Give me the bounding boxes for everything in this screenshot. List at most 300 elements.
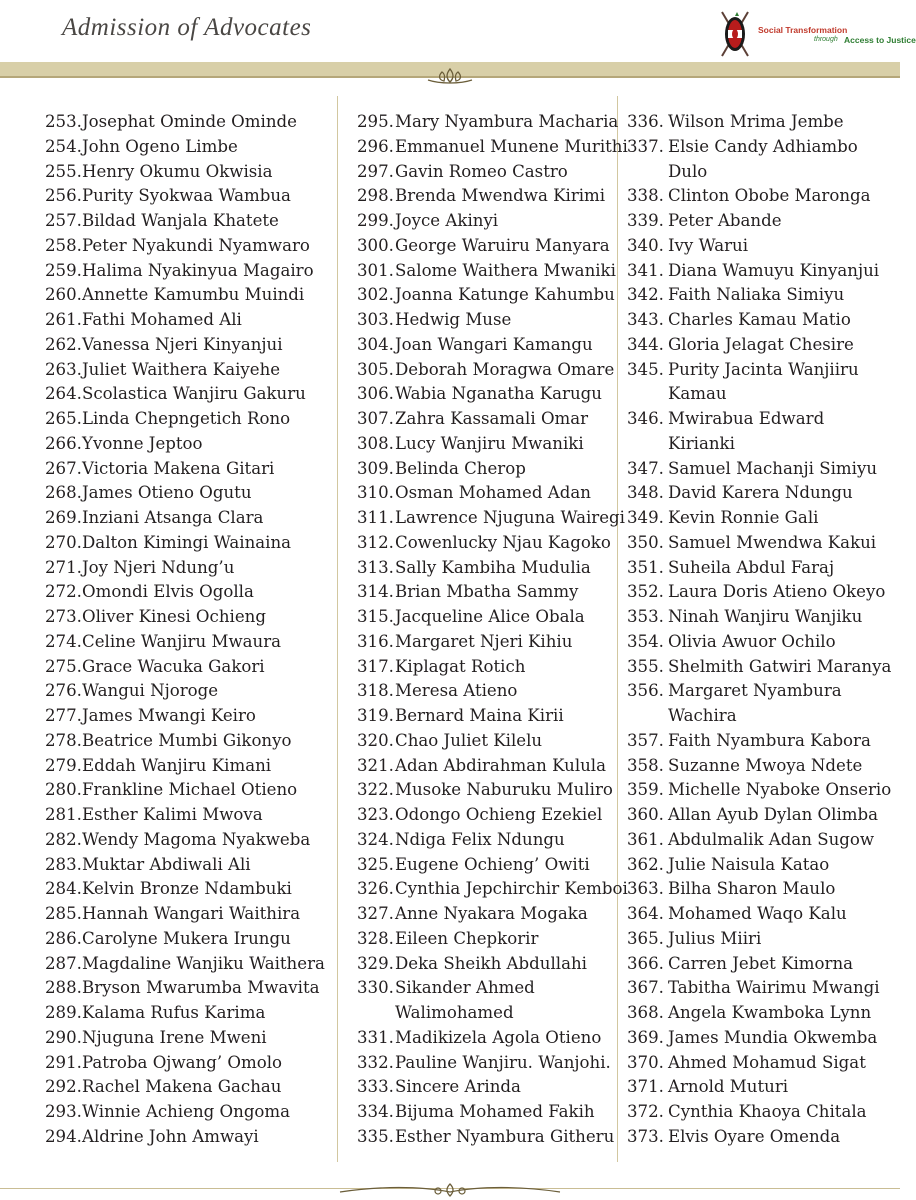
advocate-name: Charles Kamau Matio [668,310,851,329]
advocate-entry [627,1125,891,1150]
advocate-name: Margaret Nyambura [668,681,842,701]
advocate-name: Joanna Katunge Kahumbu [395,285,615,305]
entry-number: 316. [357,631,394,651]
entry-number: 333. [357,1077,394,1097]
advocate-name: Esther Nyambura Githeru [395,1126,615,1146]
entry-number: 300. [357,235,394,255]
advocate-entry [45,457,325,482]
entry-number: 282. [45,829,82,849]
advocate-name: Pauline Wanjiru. Wanjohi. [395,1052,611,1072]
advocate-name: Suzanne Mwoya Ndete [668,755,863,775]
entry-number: 276. [45,681,82,701]
entry-number: 368. [627,1003,664,1022]
advocate-name: George Waruiru Manyara [395,235,610,255]
shield-spears-icon [716,8,756,60]
entry-number: 265. [45,409,82,428]
entry-number: 274. [45,631,82,651]
advocate-entry [45,976,325,1001]
advocate-entry [45,754,325,779]
entry-number: 322. [357,780,394,800]
advocate-name: Eddah Wanjiru Kimani [82,755,272,775]
advocate-entry [357,828,628,853]
advocate-entry [45,1075,325,1100]
advocate-name: Gloria Jelagat Chesire [668,334,854,354]
advocate-name-continued: Wachira [668,706,737,725]
entry-number: 272. [45,582,82,602]
entry-number: 268. [45,483,82,503]
entry-number: 357. [627,730,664,750]
advocate-entry [627,976,891,1001]
advocate-name-continued: Walimohamed [395,1003,514,1022]
advocate-name: Carolyne Mukera Irungu [82,928,291,948]
advocate-name: Ahmed Mohamud Sigat [668,1052,866,1072]
advocate-entry [357,234,628,259]
advocate-entry [627,877,891,902]
advocate-name: Brenda Mwendwa Kirimi [395,186,606,206]
advocate-name: Muktar Abdiwali Ali [82,854,251,874]
entry-number: 288. [45,978,82,998]
entry-number: 346. [627,409,664,428]
advocate-name: James Mundia Okwemba [668,1027,878,1047]
advocate-entry [357,655,628,680]
advocate-name: Vanessa Njeri Kinyanjui [82,334,283,354]
advocate-entry [45,803,325,828]
entry-number: 279. [45,755,82,775]
advocates-column-1 [45,110,325,1150]
advocate-entry [357,358,628,383]
entry-number: 334. [357,1102,394,1121]
advocate-name: Bildad Wanjala Khatete [82,211,279,230]
advocate-name: Inziani Atsanga Clara [82,508,264,527]
advocate-entry [357,407,628,432]
advocate-name: Sikander Ahmed [395,978,535,998]
advocate-entry [357,160,628,185]
entry-number: 293. [45,1102,82,1121]
advocate-name: Omondi Elvis Ogolla [82,582,254,602]
entry-number: 336. [627,112,664,131]
advocate-entry [627,358,891,408]
advocate-entry [627,1051,891,1076]
advocate-entry [45,1026,325,1051]
entry-number: 372. [627,1102,664,1121]
advocate-entry [45,382,325,407]
entry-number: 352. [627,582,664,602]
advocate-name: Cowenlucky Njau Kagoko [395,532,611,552]
advocate-entry [357,1125,628,1150]
advocate-name: Wendy Magoma Nyakweba [82,829,311,849]
advocate-name: Bernard Maina Kirii [395,706,564,725]
advocate-name: Rachel Makena Gachau [82,1077,282,1097]
entry-number: 344. [627,334,664,354]
advocate-entry [357,1100,628,1125]
entry-number: 307. [357,409,394,428]
advocate-entry [357,457,628,482]
advocate-name: Clinton Obobe Maronga [668,186,871,206]
entry-number: 256. [45,186,82,206]
advocates-column-3 [627,110,891,1150]
entry-number: 319. [357,706,394,725]
advocate-name: Lawrence Njuguna Wairegi [395,508,625,527]
advocate-name: Linda Chepngetich Rono [82,409,291,428]
advocate-name: Allan Ayub Dylan Olimba [668,805,879,824]
advocate-entry [627,184,891,209]
advocate-name: Esther Kalimi Mwova [82,805,263,824]
advocate-name: Kevin Ronnie Gali [668,508,819,527]
advocate-name: Yvonne Jeptoo [82,433,203,453]
column-divider [337,96,338,1162]
advocate-entry [627,1100,891,1125]
advocate-name: Dalton Kimingi Wainaina [82,532,292,552]
advocate-name: Abdulmalik Adan Sugow [668,829,875,849]
advocate-entry [45,877,325,902]
page-title: Admission of Advocates [62,14,312,41]
advocate-entry [45,902,325,927]
advocate-name: Scolastica Wanjiru Gakuru [82,384,306,404]
advocate-entry [45,630,325,655]
advocate-entry [357,1026,628,1051]
advocate-entry [627,481,891,506]
entry-number: 339. [627,211,664,230]
entry-number: 314. [357,582,394,602]
advocate-entry [627,531,891,556]
advocate-name: Halima Nyakinyua Magairo [82,260,314,280]
entry-number: 259. [45,260,82,280]
advocate-entry [45,259,325,284]
entry-number: 330. [357,978,394,998]
entry-number: 261. [45,310,82,329]
advocate-name: Olivia Awuor Ochilo [668,631,836,651]
entry-number: 280. [45,780,82,800]
advocate-name: Purity Jacinta Wanjiiru [668,359,859,379]
advocate-name: Carren Jebet Kimorna [668,953,854,973]
entry-number: 326. [357,879,394,899]
advocate-name: Odongo Ochieng Ezekiel [395,805,603,824]
advocate-name: Mwirabua Edward [668,409,825,428]
advocate-name: Julie Naisula Katao [668,854,830,874]
entry-number: 281. [45,805,82,824]
advocate-entry [357,556,628,581]
entry-number: 297. [357,161,394,181]
advocate-name: Mohamed Waqo Kalu [668,904,847,923]
entry-number: 299. [357,211,394,230]
entry-number: 262. [45,334,82,354]
advocate-name: Emmanuel Munene Murithi [395,136,628,156]
advocate-entry [357,952,628,977]
entry-number: 305. [357,359,394,379]
advocate-name: Suheila Abdul Faraj [668,557,835,577]
advocate-name: Belinda Cherop [395,458,526,478]
advocate-entry [357,778,628,803]
advocate-entry [627,853,891,878]
judiciary-logo [716,8,916,60]
advocate-entry [45,1001,325,1026]
entry-number: 287. [45,953,82,973]
entry-number: 351. [627,557,664,577]
advocate-name: Fathi Mohamed Ali [82,310,242,329]
entry-number: 312. [357,532,394,552]
entry-number: 335. [357,1126,394,1146]
entry-number: 324. [357,829,394,849]
entry-number: 286. [45,928,82,948]
entry-number: 289. [45,1003,82,1022]
entry-number: 311. [357,508,394,527]
advocate-name-continued: Dulo [668,161,708,181]
advocate-entry [357,877,628,902]
advocate-name: Osman Mohamed Adan [395,483,591,503]
advocate-name: Eugene Ochieng’ Owiti [395,854,590,874]
advocate-name: Margaret Njeri Kihiu [395,631,573,651]
entry-number: 337. [627,136,664,156]
entry-number: 291. [45,1052,82,1072]
logo-tagline-3: Access to Justice [844,35,916,45]
advocate-entry [357,902,628,927]
advocate-entry [627,778,891,803]
advocate-entry [627,556,891,581]
advocate-name: Wangui Njoroge [82,681,219,701]
advocate-name: Julius Miiri [668,928,762,948]
advocate-name: Hedwig Muse [395,310,512,329]
entry-number: 353. [627,607,664,626]
advocate-entry [627,209,891,234]
advocate-entry [357,729,628,754]
advocate-name: Faith Naliaka Simiyu [668,285,845,305]
entry-number: 304. [357,334,394,354]
entry-number: 303. [357,310,394,329]
entry-number: 294. [45,1126,82,1146]
entry-number: 283. [45,854,82,874]
advocate-name: Aldrine John Amwayi [82,1126,259,1146]
advocate-entry [45,160,325,185]
advocate-name: Victoria Makena Gitari [82,458,275,478]
entry-number: 327. [357,904,394,923]
advocate-entry [357,704,628,729]
advocate-entry [45,679,325,704]
advocate-entry [45,828,325,853]
advocate-entry [45,135,325,160]
entry-number: 350. [627,532,664,552]
advocate-name: Gavin Romeo Castro [395,161,568,181]
advocate-name-continued: Kirianki [668,433,735,453]
entry-number: 298. [357,186,394,206]
advocate-name: Eileen Chepkorir [395,928,539,948]
advocate-name: Brian Mbatha Sammy [395,582,579,602]
advocate-entry [357,976,628,1026]
advocate-name: Sally Kambiha Mudulia [395,557,591,577]
entry-number: 258. [45,235,82,255]
advocate-name: Faith Nyambura Kabora [668,730,871,750]
entry-number: 253. [45,112,82,131]
entry-number: 254. [45,136,82,156]
advocate-entry [357,110,628,135]
advocate-entry [45,1051,325,1076]
entry-number: 373. [627,1126,664,1146]
entry-number: 370. [627,1052,664,1072]
entry-number: 306. [357,384,394,404]
advocate-name: Cynthia Khaoya Chitala [668,1102,867,1121]
entry-number: 284. [45,879,82,899]
entry-number: 278. [45,730,82,750]
advocate-entry [45,1100,325,1125]
advocate-entry [627,655,891,680]
advocate-entry [45,952,325,977]
advocate-entry [45,729,325,754]
advocate-name: Musoke Naburuku Muliro [395,780,613,800]
advocate-entry [357,531,628,556]
advocate-name: Mary Nyambura Macharia [395,112,619,131]
entry-number: 301. [357,260,394,280]
entry-number: 323. [357,805,394,824]
advocate-entry [45,283,325,308]
advocate-name: Njuguna Irene Mweni [82,1027,267,1047]
advocate-name: Ndiga Felix Ndungu [395,829,565,849]
advocate-name: Deka Sheikh Abdullahi [395,953,587,973]
entry-number: 315. [357,607,394,626]
advocate-entry [357,1051,628,1076]
advocate-entry [357,506,628,531]
advocate-name: Bryson Mwarumba Mwavita [82,978,320,998]
advocate-name: Patroba Ojwang’ Omolo [82,1052,283,1072]
advocate-entry [627,580,891,605]
entry-number: 331. [357,1027,394,1047]
advocate-entry [627,333,891,358]
entry-number: 302. [357,285,394,305]
entry-number: 347. [627,458,664,478]
entry-number: 285. [45,904,82,923]
advocate-name: Joyce Akinyi [395,211,499,230]
advocate-entry [45,506,325,531]
advocate-entry [627,828,891,853]
advocate-entry [627,803,891,828]
advocate-entry [627,110,891,135]
advocate-entry [357,308,628,333]
advocate-entry [357,679,628,704]
entry-number: 277. [45,706,82,725]
entry-number: 310. [357,483,394,503]
advocate-entry [627,902,891,927]
advocate-entry [627,234,891,259]
advocate-entry [357,927,628,952]
advocate-entry [45,308,325,333]
logo-tagline-1: Social Transformation [758,25,848,35]
advocate-name: Shelmith Gatwiri Maranya [668,656,892,676]
advocate-entry [627,605,891,630]
advocate-name: Chao Juliet Kilelu [395,730,543,750]
entry-number: 363. [627,879,664,899]
entry-number: 345. [627,359,664,379]
flourish-ornament-icon [420,66,480,86]
entry-number: 332. [357,1052,394,1072]
advocate-entry [357,333,628,358]
entry-number: 349. [627,508,664,527]
advocate-name: Joy Njeri Ndung’u [82,557,235,577]
advocate-entry [45,481,325,506]
advocate-name: Diana Wamuyu Kinyanjui [668,260,880,280]
entry-number: 365. [627,928,664,948]
advocate-entry [45,234,325,259]
logo-tagline-2: through [814,36,838,43]
advocate-name: Adan Abdirahman Kulula [395,755,607,775]
entry-number: 356. [627,681,664,701]
advocate-name: Zahra Kassamali Omar [395,409,589,428]
advocate-entry [45,358,325,383]
entry-number: 263. [45,359,82,379]
advocate-entry [45,333,325,358]
advocate-entry [45,778,325,803]
advocate-name: James Otieno Ogutu [82,483,252,503]
entry-number: 366. [627,953,664,973]
advocate-entry [357,481,628,506]
advocate-entry [627,259,891,284]
advocate-entry [627,1001,891,1026]
advocate-entry [627,407,891,457]
entry-number: 273. [45,607,82,626]
entry-number: 362. [627,854,664,874]
entry-number: 360. [627,805,664,824]
entry-number: 328. [357,928,394,948]
entry-number: 364. [627,904,664,923]
advocate-name: Joan Wangari Kamangu [395,334,593,354]
advocate-name: Celine Wanjiru Mwaura [82,631,282,651]
advocates-column-2 [357,110,628,1150]
advocate-entry [357,630,628,655]
advocate-entry [627,1026,891,1051]
entry-number: 255. [45,161,82,181]
entry-number: 340. [627,235,664,255]
entry-number: 257. [45,211,82,230]
advocate-entry [45,655,325,680]
advocate-name: Annette Kamumbu Muindi [82,285,305,305]
advocate-entry [45,110,325,135]
entry-number: 309. [357,458,394,478]
advocate-entry [45,1125,325,1150]
advocate-name: Grace Wacuka Gakori [82,656,265,676]
advocate-name: Samuel Mwendwa Kakui [668,532,877,552]
entry-number: 341. [627,260,664,280]
entry-number: 367. [627,978,664,998]
advocate-name: Madikizela Agola Otieno [395,1027,602,1047]
entry-number: 343. [627,310,664,329]
entry-number: 317. [357,656,394,676]
advocate-entry [627,679,891,729]
entry-number: 269. [45,508,82,527]
advocate-name: Ivy Warui [668,235,749,255]
advocate-entry [45,704,325,729]
entry-number: 267. [45,458,82,478]
advocate-entry [45,407,325,432]
advocate-name: Angela Kwamboka Lynn [668,1003,872,1022]
advocate-name: Samuel Machanji Simiyu [668,458,878,478]
advocate-name: Tabitha Wairimu Mwangi [668,978,880,998]
advocate-name: Meresa Atieno [395,681,518,701]
advocate-name: John Ogeno Limbe [82,136,238,156]
entry-number: 359. [627,780,664,800]
entry-number: 270. [45,532,82,552]
advocate-entry [627,283,891,308]
advocate-name: Elsie Candy Adhiambo [668,136,858,156]
entry-number: 342. [627,285,664,305]
advocate-entry [627,457,891,482]
advocate-entry [357,259,628,284]
advocate-entry [357,135,628,160]
entry-number: 369. [627,1027,664,1047]
advocate-entry [357,803,628,828]
entry-number: 260. [45,285,82,305]
entry-number: 361. [627,829,664,849]
advocate-name: Frankline Michael Otieno [82,780,298,800]
advocate-name: David Karera Ndungu [668,483,853,503]
entry-number: 338. [627,186,664,206]
advocate-name: Winnie Achieng Ongoma [82,1102,291,1121]
